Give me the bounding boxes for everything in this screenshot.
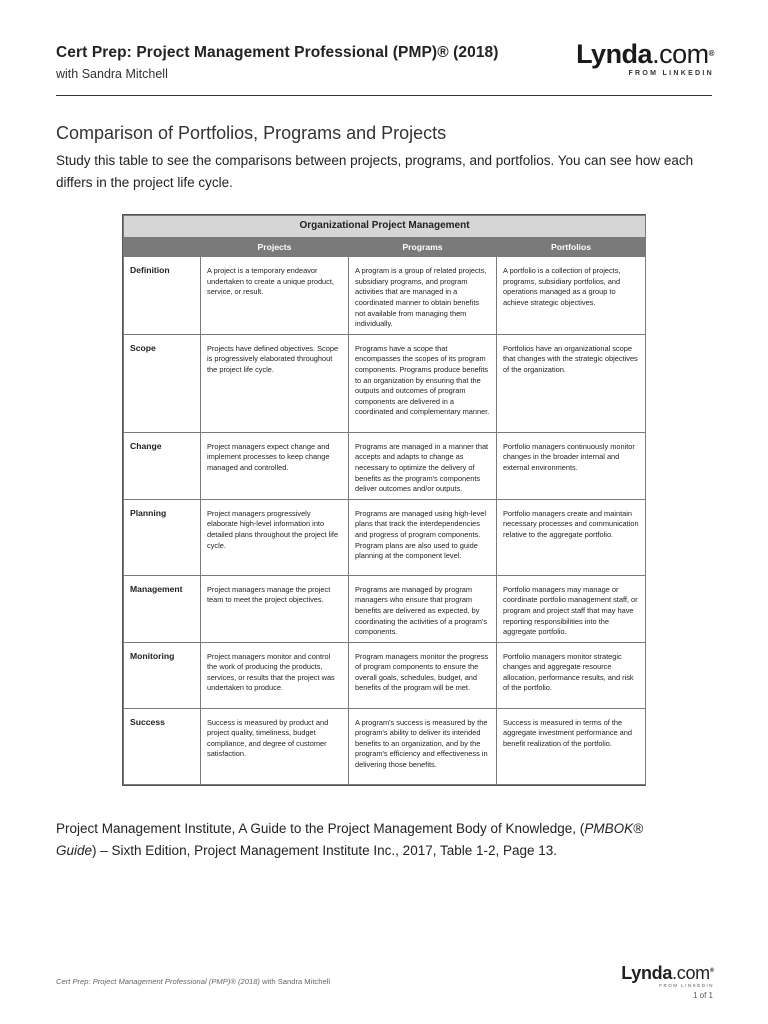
programs-cell: Programs are managed in a manner that accepts and adapts to change as necessary to optimize the delivery of benefits as the program's components deliver outcomes and/or outputs. bbox=[349, 432, 497, 499]
row-label: Planning bbox=[124, 499, 201, 575]
projects-cell: A project is a temporary endeavor undertaken to create a unique product, service, or result. bbox=[201, 257, 349, 335]
projects-cell: Project managers monitor and control the work of producing the products, services, or results that the project was undertaken to produce. bbox=[201, 642, 349, 708]
projects-cell: Project managers manage the project team to meet the project objectives. bbox=[201, 575, 349, 642]
citation-prefix: Project Management Institute, A Guide to the Project Management Body of Knowledge, ( bbox=[56, 821, 585, 836]
citation-pmbok: PMBOK® bbox=[584, 821, 644, 836]
column-header-blank bbox=[124, 237, 201, 257]
row-label: Definition bbox=[124, 257, 201, 335]
header-divider bbox=[56, 95, 712, 96]
table-row bbox=[124, 257, 646, 335]
source-citation bbox=[56, 818, 716, 862]
section-title: Comparison of Portfolios, Programs and Projects bbox=[56, 123, 447, 143]
portfolios-cell: Portfolio managers monitor strategic changes and aggregate resource allocation, performance results, and risk of the portfolio. bbox=[497, 642, 646, 708]
projects-cell: Project managers progressively elaborate high-level information into detailed plans throughout the project life cycle. bbox=[201, 499, 349, 575]
intro-paragraph: Study this table to see the comparisons between projects, programs, and portfolios. You can see how each differs in the project life cycle. bbox=[56, 153, 694, 190]
column-header-projects: Projects bbox=[201, 237, 349, 257]
table-row bbox=[124, 334, 646, 432]
table-row bbox=[124, 499, 646, 575]
footer-logo-registered: ® bbox=[709, 968, 714, 974]
portfolios-cell: Portfolio managers may manage or coordinate portfolio management staff, or program and project staff that may have reporting responsibilities into the aggregate portfolio. bbox=[497, 575, 646, 642]
lynda-logo bbox=[576, 40, 714, 77]
programs-cell: Programs have a scope that encompasses the scopes of its program components. Programs produce benefits to an organization by ensuring that the outputs and outcomes of program components are delivered in a coordinated and complementary manner. bbox=[349, 334, 497, 432]
table-row bbox=[124, 642, 646, 708]
table-header-row bbox=[124, 237, 646, 257]
course-subtitle: with Sandra Mitchell bbox=[56, 67, 168, 81]
programs-cell: A program is a group of related projects, subsidiary programs, and program activities that are managed in a coordinated manner to obtain benefits not available from managing them individually. bbox=[349, 257, 497, 335]
row-label: Management bbox=[124, 575, 201, 642]
logo-tagline: FROM LINKEDIN bbox=[628, 70, 714, 77]
row-label: Change bbox=[124, 432, 201, 499]
document-header bbox=[56, 39, 714, 81]
programs-cell: Program managers monitor the progress of program components to ensure the overall goals, schedules, budget, and benefits of the program will be met. bbox=[349, 642, 497, 708]
row-label: Success bbox=[124, 708, 201, 784]
footer-course-title: Cert Prep: Project Management Professional (PMP)® (2018) bbox=[56, 977, 260, 986]
table-title: Organizational Project Management bbox=[124, 216, 646, 238]
citation-guide: Guide bbox=[56, 843, 93, 858]
footer-author: with Sandra Mitchell bbox=[262, 977, 331, 986]
footer-logo-tagline: FROM LINKEDIN bbox=[659, 983, 714, 988]
projects-cell: Project managers expect change and implement processes to keep change managed and controlled. bbox=[201, 432, 349, 499]
portfolios-cell: Portfolios have an organizational scope that changes with the strategic objectives of the organization. bbox=[497, 334, 646, 432]
footer-logo-wordmark: Lynda bbox=[621, 963, 673, 983]
citation-suffix: ) – Sixth Edition, Project Management Institute Inc., 2017, Table 1-2, Page 13. bbox=[92, 843, 558, 858]
portfolios-cell: A portfolio is a collection of projects, programs, subsidiary portfolios, and operations managed as a group to achieve strategic objectives. bbox=[497, 257, 646, 335]
portfolios-cell: Portfolio managers create and maintain necessary processes and communication relative to the aggregate portfolio. bbox=[497, 499, 646, 575]
portfolios-cell: Portfolio managers continuously monitor changes in the broader internal and external environments. bbox=[497, 432, 646, 499]
programs-cell: A program's success is measured by the program's ability to deliver its intended benefits to an organization, and by the program's efficiency and effectiveness in delivering those benefits. bbox=[349, 708, 497, 784]
row-label: Scope bbox=[124, 334, 201, 432]
page-number: 1 of 1 bbox=[692, 991, 713, 1000]
course-title: Cert Prep: Project Management Professional (PMP)® (2018) bbox=[56, 44, 499, 61]
table-row bbox=[124, 708, 646, 784]
logo-domain: .com bbox=[652, 39, 709, 69]
footer-logo-domain: .com bbox=[672, 963, 710, 983]
logo-wordmark: Lynda bbox=[576, 39, 653, 69]
table-row bbox=[124, 432, 646, 499]
comparison-table bbox=[122, 214, 646, 786]
programs-cell: Programs are managed using high-level plans that track the interdependencies and progress of program components. Program plans are also used to guide planning at the component level. bbox=[349, 499, 497, 575]
footer-lynda-logo bbox=[621, 962, 714, 988]
column-header-portfolios: Portfolios bbox=[497, 237, 646, 257]
portfolios-cell: Success is measured in terms of the aggregate investment performance and benefit realization of the portfolio. bbox=[497, 708, 646, 784]
projects-cell: Projects have defined objectives. Scope is progressively elaborated throughout the project life cycle. bbox=[201, 334, 349, 432]
programs-cell: Programs are managed by program managers who ensure that program benefits are delivered as expected, by coordinating the activities of a program's components. bbox=[349, 575, 497, 642]
logo-registered: ® bbox=[708, 49, 714, 58]
projects-cell: Success is measured by product and project quality, timeliness, budget compliance, and degree of customer satisfaction. bbox=[201, 708, 349, 784]
table-row bbox=[124, 575, 646, 642]
row-label: Monitoring bbox=[124, 642, 201, 708]
footer-course-line bbox=[56, 977, 330, 986]
column-header-programs: Programs bbox=[349, 237, 497, 257]
